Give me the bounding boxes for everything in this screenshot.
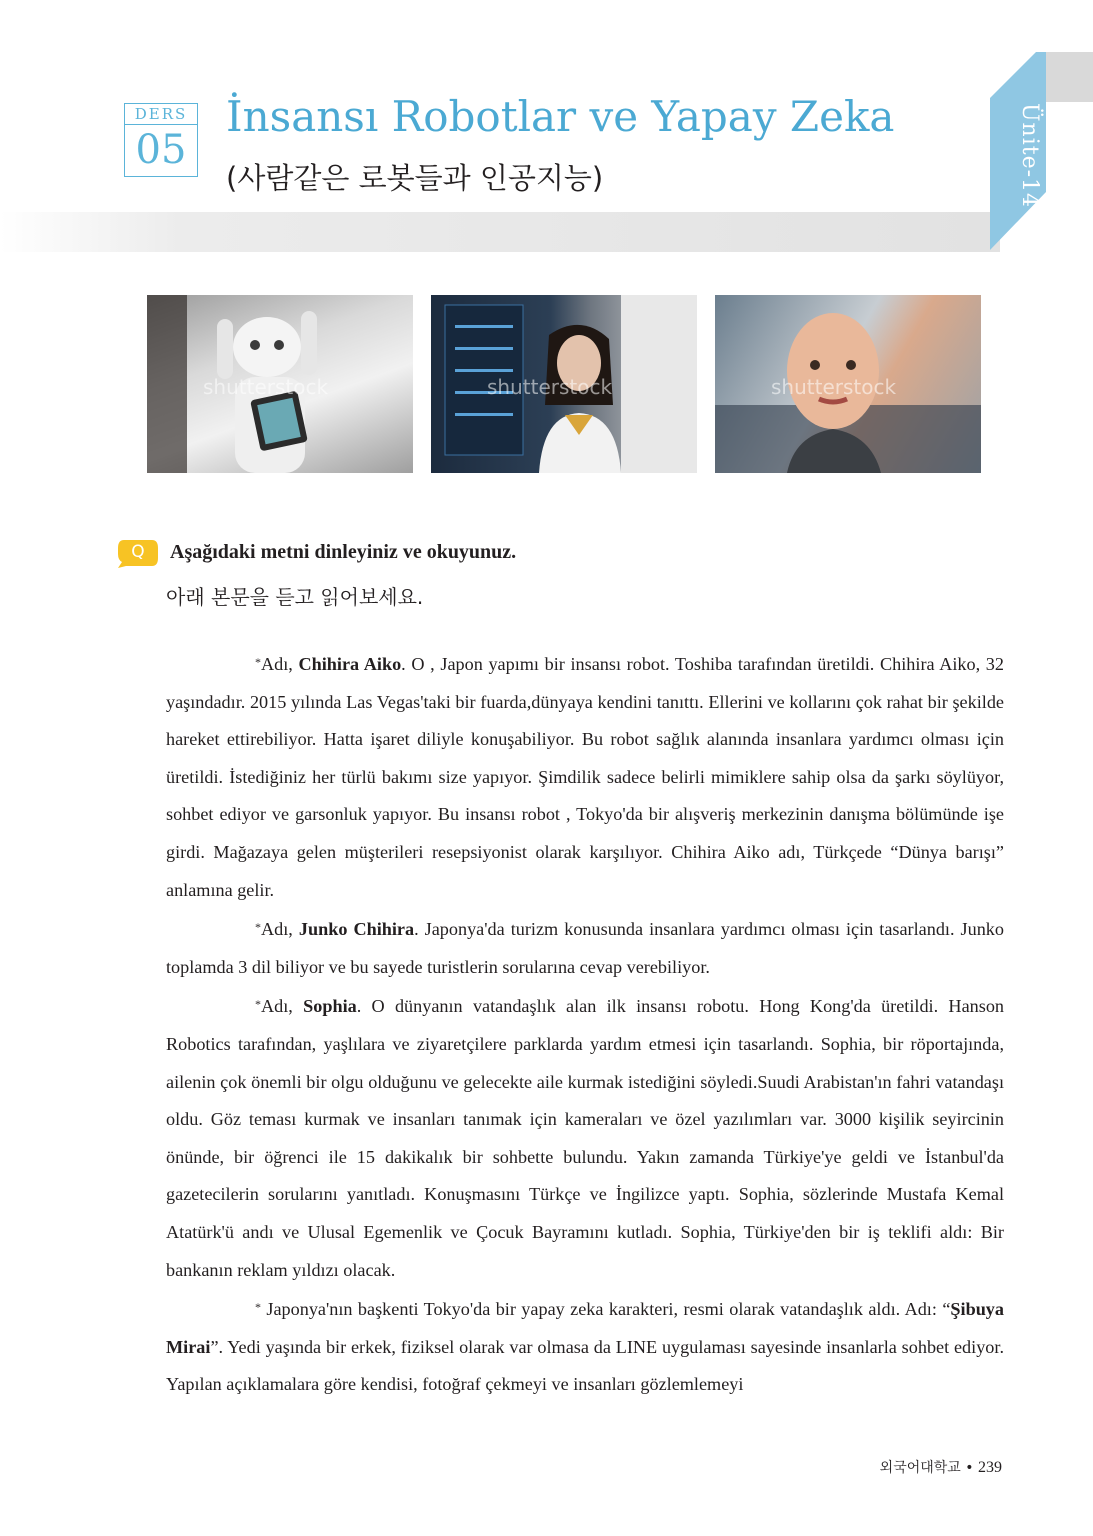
page-footer xyxy=(880,1457,1002,1477)
question-icon-letter: Q xyxy=(131,542,145,562)
footer-separator: • xyxy=(965,1460,974,1476)
paragraph-sophia: *Adı, Sophia. O dünyanın vatandaşlık alan ilk insansı robotu. Hong Kong'da üretildi. Hanson Robotics tarafından, yaşlılara ve ziyaretçilere parklarda yardım etmesi için tasarlandı. Sophia, bir röportajında, ailenin çok önemli bir olgu olduğunu ve gelecekte aile kurmak istediğini söyledi.Suudi Arabistan'ın fahri vatandaşı oldu. Göz teması kurmak ve insanları tanımak için kameraları ve özel yazılımları var. 3000 kişilik seyircinin önünde, bir öğrenci ile 15 dakikalık bir sohbette bulundu. Yakın zamanda Türkiye'ye geldi ve İstanbul'da gazetecilerin sorularını yanıtladı. Konuşmasını Türkçe ve İngilizce yaptı. Sophia, sözlerinde Mustafa Kemal Atatürk'ü andı ve Ulusal Egemenlik ve Çocuk Bayramını kutladı. Sophia, Türkiye'den bir iş teklifi aldı: Bir bankanın reklam yıldızı olacak. xyxy=(166,996,1005,1280)
robot-name: Şibuya Mirai xyxy=(166,1299,1004,1357)
instruction-turkish: Aşağıdaki metni dinleyiniz ve okuyunuz. xyxy=(170,541,517,563)
page-subtitle: (사람같은 로봇들과 인공지능) xyxy=(226,161,604,195)
photo-watermark: shutterstock xyxy=(771,375,897,399)
corner-block xyxy=(1046,52,1093,102)
reading-text xyxy=(166,644,1004,1404)
robot-name: Junko Chihira xyxy=(298,919,415,940)
robot-name: Sophia xyxy=(303,996,357,1017)
paragraph-chihira-aiko: *Adı, Chihira Aiko. O , Japon yapımı bir insansı robot. Toshiba tarafından üretildi. Chihira Aiko, 32 yaşındadır. 2015 yılında Las Vegas'taki bir fuarda,dünyaya kendini tanıttı. Ellerini ve kollarını çok rahat bir şekilde hareket ettirebiliyor. Hatta işaret diliyle konuşabiliyor. Bu robot sağlık alanında insanlara yardımcı olması için üretildi. İstediğiniz her türlü bakımı size yapıyor. Şimdilik sadece belirli mimiklere sahip olsa da şarkı söylüyor, sohbet ediyor ve garsonluk yapıyor. Bu insansı robot , Tokyo'da bir alışveriş merkezinin danışma bölümünde işe girdi. Mağazaya gelen müşterileri resepsiyonist olarak karşılıyor. Chihira Aiko adı, Türkçede “Dünya barışı” anlamına gelir. xyxy=(166,654,1004,900)
unit-tab-label: Ünite-14 xyxy=(1017,103,1042,209)
paragraph-sibuya-mirai: * Japonya'nın başkenti Tokyo'da bir yapay zeka karakteri, resmi olarak vatandaşlık aldı. Adı: “Şibuya Mirai”. Yedi yaşında bir erkek, fiziksel olarak var olmasa da LINE uygulaması sayesinde insanlarla sohbet ediyor. Yapılan açıklamalara göre kendisi, fotoğraf çekmeyi ve insanları gözlemlemeyi xyxy=(166,1299,1004,1395)
photo-sophia-robot xyxy=(715,295,981,473)
photo-watermark: shutterstock xyxy=(487,375,613,399)
paragraph-junko-chihira: *Adı, Junko Chihira. Japonya'da turizm konusunda insanlara yardımcı olması için tasarlandı. Junko toplamda 3 dil biliyor ve bu sayede turistlerin sorularına cevap verebiliyor. xyxy=(166,919,1004,977)
photo-chihira-robot xyxy=(431,295,697,473)
header-band xyxy=(0,212,1000,252)
photo-watermark: shutterstock xyxy=(203,375,329,399)
instruction-korean: 아래 본문을 듣고 읽어보세요. xyxy=(166,585,424,609)
lesson-number: 05 xyxy=(135,127,187,173)
question-icon xyxy=(116,538,160,568)
robot-name: Chihira Aiko xyxy=(298,654,402,674)
page-number: 239 xyxy=(978,1459,1002,1476)
page-title: İnsansı Robotlar ve Yapay Zeka xyxy=(226,92,895,141)
lesson-word: DERS xyxy=(125,104,197,125)
footer-school: 외국어대학교 xyxy=(879,1460,961,1476)
lesson-badge xyxy=(124,103,198,177)
photo-pepper-robot xyxy=(147,295,413,473)
